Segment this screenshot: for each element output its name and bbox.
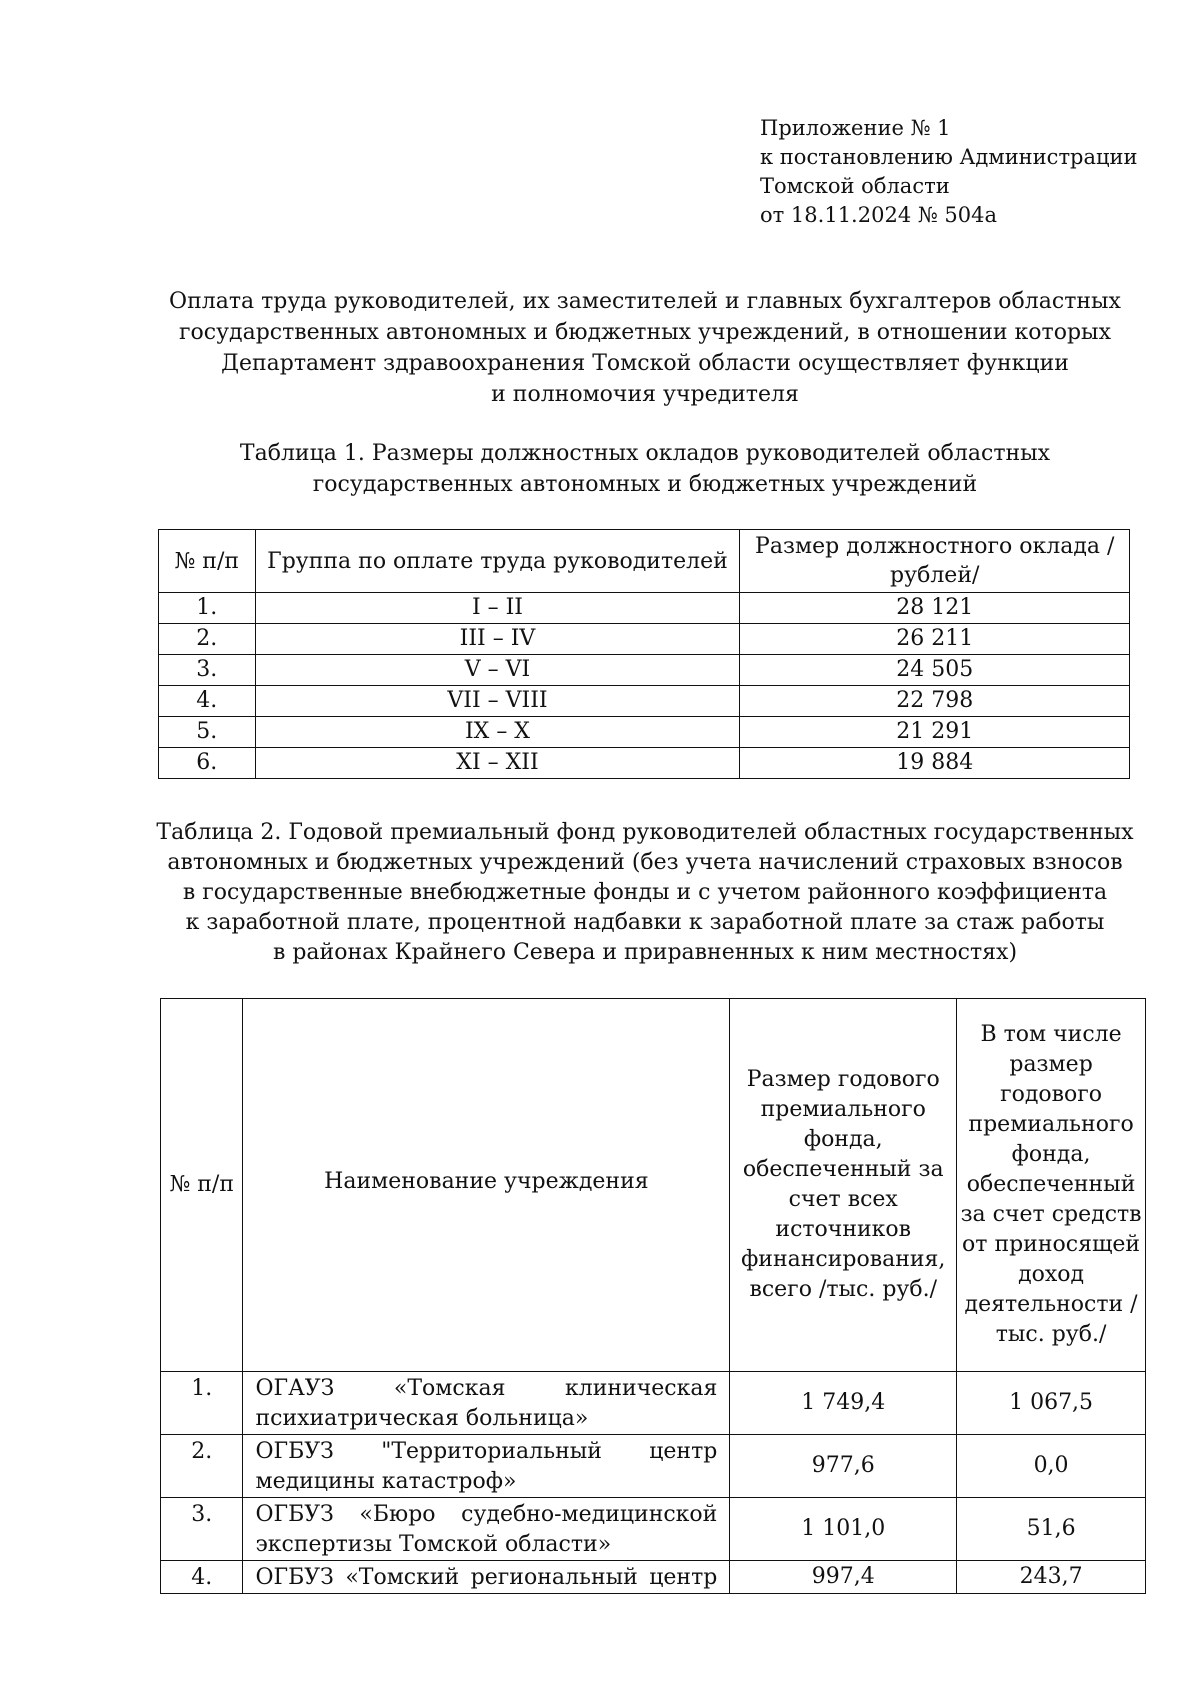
cell-num: 2.: [159, 624, 256, 655]
cell-group: I – II: [255, 593, 740, 624]
cell-income-fund: 51,6: [957, 1498, 1146, 1561]
appendix-line: Томской области: [760, 174, 950, 198]
header-name: Наименование учреждения: [243, 999, 730, 1372]
cell-salary: 19 884: [740, 748, 1130, 779]
cell-num: 5.: [159, 717, 256, 748]
cell-num: 1.: [159, 593, 256, 624]
cell-num: 6.: [159, 748, 256, 779]
caption-line: к заработной плате, процентной надбавки к заработной плате за стаж работы: [185, 910, 1105, 935]
appendix-line: Приложение № 1: [760, 116, 951, 140]
cell-group: XI – XII: [255, 748, 740, 779]
header-group: Группа по оплате труда руководителей: [255, 530, 740, 593]
heading-line: и полномочия учредителя: [491, 382, 799, 407]
header-num: № п/п: [159, 530, 256, 593]
cell-total-fund: 1 101,0: [730, 1498, 957, 1561]
header-income-fund: В том числе размер годового премиального фонда, обеспеченный за счет средств от приносящей доход деятельности /тыс. руб./: [957, 999, 1146, 1372]
table-row: [161, 1498, 1146, 1561]
cell-group: VII – VIII: [255, 686, 740, 717]
cell-institution: ОГБУЗ «Бюро судебно-медицинской экспертизы Томской области»: [243, 1498, 730, 1561]
table-row: [161, 1372, 1146, 1435]
heading-line: Оплата труда руководителей, их заместителей и главных бухгалтеров областных: [169, 289, 1121, 314]
table-row: [159, 655, 1130, 686]
salary-table: [158, 529, 1130, 779]
table-row: [159, 717, 1130, 748]
cell-num: 2.: [161, 1435, 243, 1498]
cell-salary: 28 121: [740, 593, 1130, 624]
table-row: [161, 1561, 1146, 1594]
cell-salary: 22 798: [740, 686, 1130, 717]
cell-num: 3.: [161, 1498, 243, 1561]
header-num: № п/п: [161, 999, 243, 1372]
cell-income-fund: 1 067,5: [957, 1372, 1146, 1435]
table2-caption: [120, 818, 1170, 968]
document-heading: [120, 286, 1170, 410]
cell-institution: ОГБУЗ «Томский региональный центр: [243, 1561, 730, 1594]
cell-group: III – IV: [255, 624, 740, 655]
appendix-line: от 18.11.2024 № 504а: [760, 203, 997, 227]
cell-income-fund: 0,0: [957, 1435, 1146, 1498]
table-header-row: [159, 530, 1130, 593]
cell-institution: ОГБУЗ "Территориальный центр медицины катастроф»: [243, 1435, 730, 1498]
cell-total-fund: 1 749,4: [730, 1372, 957, 1435]
table1-caption: [120, 438, 1170, 500]
cell-salary: 26 211: [740, 624, 1130, 655]
header-salary: Размер должностного оклада /рублей/: [740, 530, 1130, 593]
cell-num: 4.: [159, 686, 256, 717]
caption-line: в районах Крайнего Севера и приравненных к ним местностях): [272, 940, 1018, 965]
header-total-fund: Размер годового премиального фонда, обеспеченный за счет всех источников финансирования, всего /тыс. руб./: [730, 999, 957, 1372]
table-row: [159, 748, 1130, 779]
appendix-header: [760, 114, 1138, 230]
caption-line: автономных и бюджетных учреждений (без учета начислений страховых взносов: [167, 850, 1123, 875]
cell-institution: ОГАУЗ «Томская клиническая психиатрическая больница»: [243, 1372, 730, 1435]
cell-num: 4.: [161, 1561, 243, 1594]
heading-line: государственных автономных и бюджетных учреждений, в отношении которых: [179, 320, 1111, 345]
cell-total-fund: 977,6: [730, 1435, 957, 1498]
appendix-line: к постановлению Администрации: [760, 145, 1138, 169]
heading-line: Департамент здравоохранения Томской области осуществляет функции: [221, 351, 1069, 376]
bonus-fund-table: [160, 998, 1146, 1594]
cell-group: IX – X: [255, 717, 740, 748]
table-row: [159, 686, 1130, 717]
cell-num: 3.: [159, 655, 256, 686]
cell-total-fund: 997,4: [730, 1561, 957, 1594]
cell-salary: 21 291: [740, 717, 1130, 748]
cell-num: 1.: [161, 1372, 243, 1435]
caption-line: государственных автономных и бюджетных учреждений: [312, 472, 978, 497]
table-header-row: [161, 999, 1146, 1372]
table-row: [159, 624, 1130, 655]
caption-line: Таблица 1. Размеры должностных окладов руководителей областных: [239, 441, 1051, 466]
cell-salary: 24 505: [740, 655, 1130, 686]
cell-income-fund: 243,7: [957, 1561, 1146, 1594]
cell-group: V – VI: [255, 655, 740, 686]
table-row: [159, 593, 1130, 624]
caption-line: в государственные внебюджетные фонды и с учетом районного коэффициента: [182, 880, 1108, 905]
table-row: [161, 1435, 1146, 1498]
caption-line: Таблица 2. Годовой премиальный фонд руководителей областных государственных: [156, 820, 1134, 845]
